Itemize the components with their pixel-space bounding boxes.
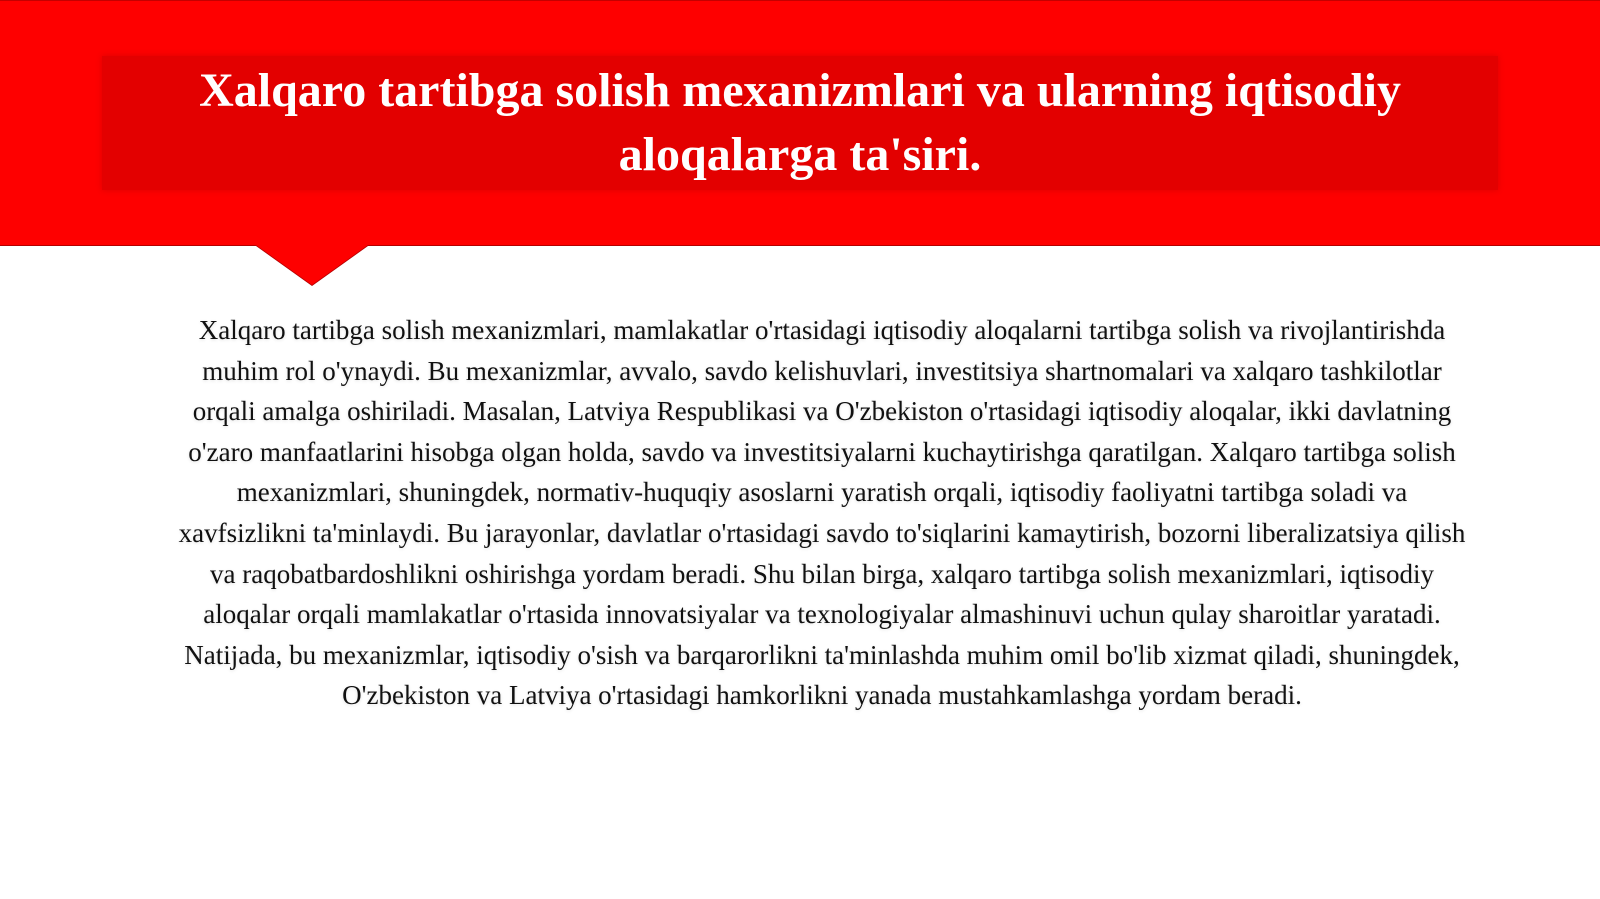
slide-title: Xalqaro tartibga solish mexanizmlari va ularning iqtisodiy aloqalarga ta'siri. [199,64,1401,181]
title-box [102,56,1498,190]
banner-pointer [256,245,368,285]
slide-body-text: Xalqaro tartibga solish mexanizmlari, mamlakatlar o'rtasidagi iqtisodiy aloqalarni tartibga solish va rivojlantirishda muhim rol o'ynaydi. Bu mexanizmlar, avvalo, savdo kelishuvlari, investitsiya shartnomalari va xalqaro tashkilotlar orqali amalga oshiriladi. Masalan, Latviya Respublikasi va O'zbekiston o'rtasidagi iqtisodiy aloqalar, ikki davlatning o'zaro manfaatlarini hisobga olgan holda, savdo va investitsiyalarni kuchaytirishga qaratilgan. Xalqaro tartibga solish mexanizmlari, shuningdek, normativ-huquqiy asoslarni yaratish orqali, iqtisodiy faoliyatni tartibga soladi va xavfsizlikni ta'minlaydi. Bu jarayonlar, davlatlar o'rtasidagi savdo to'siqlarini kamaytirish, bozorni liberalizatsiya qilish va raqobatbardoshlikni oshirishga yordam beradi. Shu bilan birga, xalqaro tartibga solish mexanizmlari, iqtisodiy aloqalar orqali mamlakatlar o'rtasida innovatsiyalar va texnologiyalar almashinuvi uchun qulay sharoitlar yaratadi. Natijada, bu mexanizmlar, iqtisodiy o'sish va barqarorlikni ta'minlashda muhim omil bo'lib xizmat qiladi, shuningdek, O'zbekiston va Latviya o'rtasidagi hamkorlikni yanada mustahkamlashga yordam beradi. [178,315,1466,711]
